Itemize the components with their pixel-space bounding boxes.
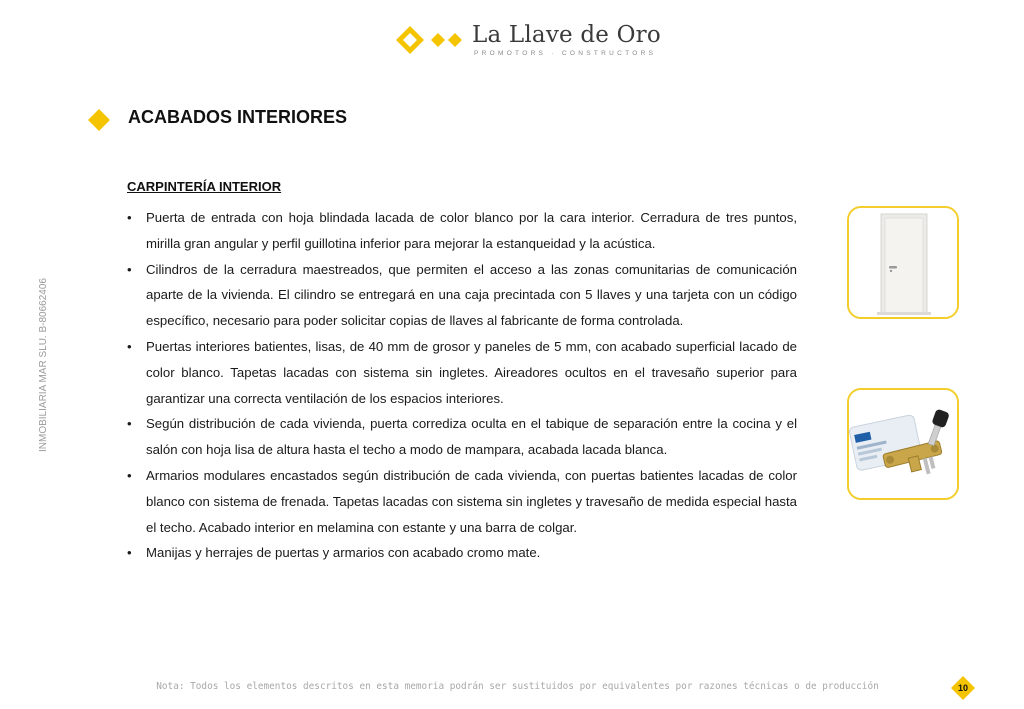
section-heading: CARPINTERÍA INTERIOR xyxy=(127,179,282,194)
list-item xyxy=(127,540,797,566)
list-item-text: Puerta de entrada con hoja blindada lacada de color blanco por la cara interior. Cerradura de tres puntos, mirilla gran angular y perfil guillotina inferior para mejorar la estanqueidad y la acústica. xyxy=(146,210,797,251)
bullet-list xyxy=(127,205,797,566)
page-title: ACABADOS INTERIORES xyxy=(128,107,348,127)
logo-diamonds-icon xyxy=(394,24,472,56)
company-registration-text: INMOBILIARIA MAR SLU. B-80662406 xyxy=(38,278,49,452)
lock-illustration xyxy=(849,390,957,498)
list-item xyxy=(127,463,797,540)
list-item-text: Cilindros de la cerradura maestreados, que permiten el acceso a las zonas comunitarias de comunicación aparte de la vivienda. El cilindro se entregará en una caja precintada con 5 llaves y una tarjeta con un código específico, necesario para poder solicitar copias de llaves al fabricante de forma controlada. xyxy=(146,261,797,329)
door-illustration xyxy=(849,208,957,317)
bullet-marker: • xyxy=(127,210,132,225)
list-item-text: Según distribución de cada vivienda, puerta corrediza oculta en el tabique de separación entre la cocina y el salón con hoja lisa de altura hasta el techo a modo de mampara, acabada lacada blanca. xyxy=(146,416,797,458)
bullet-marker: • xyxy=(127,338,132,354)
list-item-text: Armarios modulares encastados según distribución de cada vivienda, con puertas batientes lacadas de color blanco con sistema de frenada. Tapetas lacadas con sistema sin ingletes y travesaño de medida especial hasta el techo. Acabado interior en melamina con estante y una barra de colgar. xyxy=(146,467,797,535)
list-item xyxy=(127,257,797,334)
brand-name: La Llave de Oro xyxy=(472,22,661,48)
page-number: 10 xyxy=(957,683,968,693)
page-number-badge xyxy=(951,676,975,700)
white-door-photo xyxy=(847,206,959,319)
title-diamond-icon xyxy=(88,109,110,131)
list-item-text: Manijas y herrajes de puertas y armarios con acabado cromo mate. xyxy=(146,545,541,561)
bullet-marker: • xyxy=(127,467,132,483)
bullet-marker: • xyxy=(127,261,132,277)
list-item xyxy=(127,205,797,257)
brand-tagline: PROMOTORS · CONSTRUCTORS xyxy=(474,50,657,57)
footer-note: Nota: Todos los elementos descritos en esta memoria podrán ser sustituidos por equivalentes por razones técnicas o de producción xyxy=(156,681,879,692)
lock-cylinder-photo xyxy=(847,388,959,500)
bullet-marker: • xyxy=(127,416,132,432)
list-item xyxy=(127,334,797,411)
brand-logo xyxy=(394,20,661,60)
bullet-marker: • xyxy=(127,545,132,561)
list-item-text: Puertas interiores batientes, lisas, de 40 mm de grosor y paneles de 5 mm, con acabado superficial lacado de color blanco. Tapetas lacadas con sistema sin ingletes. Aireadores ocultos en el travesaño superior para garantizar una correcta ventilación de los espacios interiores. xyxy=(146,338,797,406)
list-item xyxy=(127,411,797,463)
